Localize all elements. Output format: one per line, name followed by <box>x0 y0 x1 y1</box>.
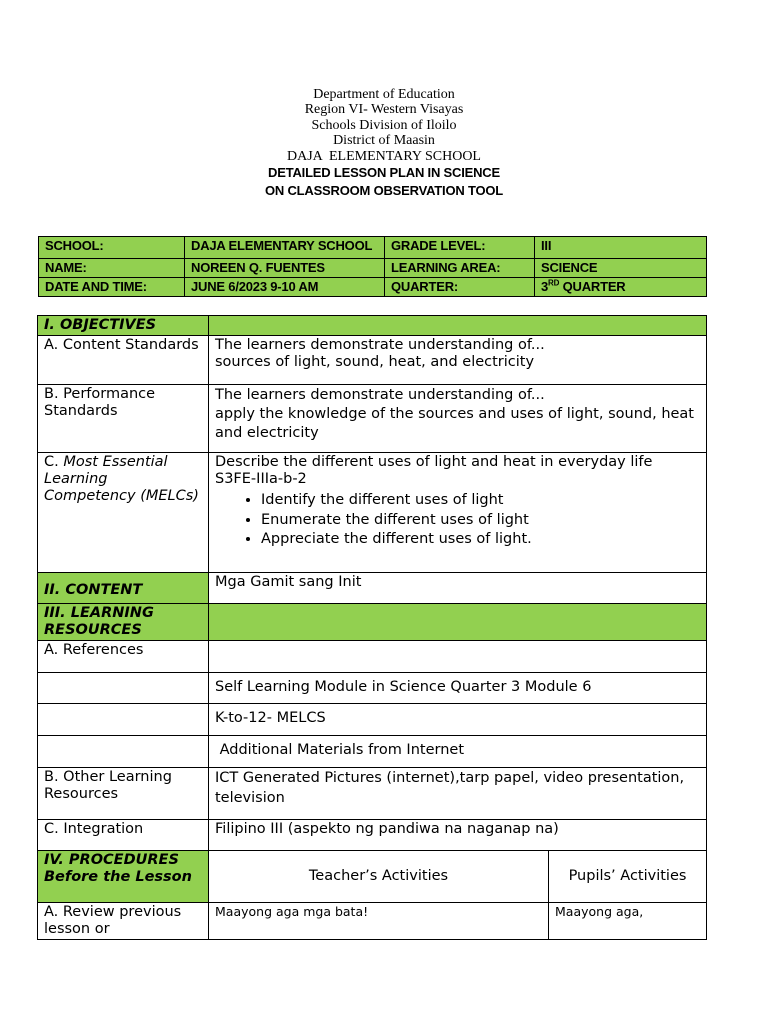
name-value: NOREEN Q. FUENTES <box>185 259 385 278</box>
integration-value: Filipino III (aspekto ng pandiwa na naganap na) <box>209 820 707 851</box>
reference-2: K-to-12- MELCS <box>209 704 707 736</box>
content-standards-line: sources of light, sound, heat, and electricity <box>215 354 535 370</box>
content-heading: II. CONTENT <box>38 573 209 604</box>
list-item: • Enumerate the different uses of light <box>261 512 700 532</box>
learning-resources-heading: III. LEARNING RESOURCES <box>38 604 209 641</box>
document-header <box>0 87 768 199</box>
learning-area-value: SCIENCE <box>535 259 707 278</box>
performance-standards-value <box>209 385 707 453</box>
pupil-activities-header: Pupils’ Activities <box>549 851 707 903</box>
teacher-activities-header: Teacher’s Activities <box>209 851 549 903</box>
school-label: SCHOOL: <box>39 237 185 259</box>
melc-prefix: C. <box>44 454 64 470</box>
performance-standards-line: The learners demonstrate understanding of... <box>215 387 545 403</box>
school-name-line: DAJA ELEMENTARY SCHOOL <box>287 148 481 164</box>
info-table <box>38 236 707 297</box>
procedures-heading: IV. PROCEDURES Before the Lesson <box>38 851 209 903</box>
reference-1: Self Learning Module in Science Quarter 3 Module 6 <box>209 673 707 704</box>
name-label: NAME: <box>39 259 185 278</box>
reference-3: Additional Materials from Internet <box>209 736 707 768</box>
quarter-value <box>535 278 707 297</box>
references-label: A. References <box>38 641 209 673</box>
pupil-activity-line: Maayong aga, <box>549 903 707 940</box>
learning-resources-heading-fill <box>209 604 707 641</box>
header-line: Region VI- Western Visayas <box>304 102 464 118</box>
school-value: DAJA ELEMENTARY SCHOOL <box>185 237 385 259</box>
other-resources-value: ICT Generated Pictures (internet),tarp papel, video presentation, television <box>209 768 707 820</box>
list-item: • Identify the different uses of light <box>261 492 700 512</box>
list-item: • Appreciate the different uses of light. <box>261 531 700 551</box>
melc-code: S3FE-IIIa-b-2 <box>215 471 307 487</box>
content-standards-label: A. Content Standards <box>38 336 209 385</box>
melc-label-cell <box>38 453 209 573</box>
performance-standards-label: B. Performance Standards <box>38 385 209 453</box>
date-time-label: DATE AND TIME: <box>39 278 185 297</box>
integration-label: C. Integration <box>38 820 209 851</box>
quarter-number: 3 <box>541 279 549 294</box>
grade-level-value: III <box>535 237 707 259</box>
content-standards-value <box>209 336 707 385</box>
grade-level-label: GRADE LEVEL: <box>385 237 535 259</box>
document-title: DETAILED LESSON PLAN IN SCIENCE <box>268 165 500 181</box>
reference-spacer <box>38 736 209 768</box>
reference-spacer <box>38 704 209 736</box>
references-blank <box>209 641 707 673</box>
performance-standards-line: apply the knowledge of the sources and uses of light, sound, heat and electricity <box>215 406 694 441</box>
header-line: Department of Education <box>313 87 455 102</box>
content-value: Mga Gamit sang Init <box>209 573 707 604</box>
date-time-value: JUNE 6/2023 9-10 AM <box>185 278 385 297</box>
reference-spacer <box>38 673 209 704</box>
quarter-label: QUARTER: <box>385 278 535 297</box>
header-line: District of Maasin <box>333 133 435 149</box>
content-standards-line: The learners demonstrate understanding of... <box>215 337 545 353</box>
objectives-heading-fill <box>209 316 707 336</box>
teacher-activity-line: Maayong aga mga bata! <box>209 903 549 940</box>
header-line: Schools Division of Iloilo <box>311 117 457 133</box>
quarter-word: QUARTER <box>559 279 626 294</box>
objectives-heading: I. OBJECTIVES <box>38 316 209 336</box>
review-label: A. Review previous lesson or <box>38 903 209 940</box>
melc-bullet-list <box>215 492 700 551</box>
document-subtitle: ON CLASSROOM OBSERVATION TOOL <box>264 182 504 198</box>
melc-label: Most Essential Learning Competency (MELCs) <box>44 454 199 504</box>
melc-description: Describe the different uses of light and heat in everyday life <box>215 454 653 470</box>
other-resources-label: B. Other Learning Resources <box>38 768 209 820</box>
quarter-ordinal: RD <box>548 278 560 288</box>
learning-area-label: LEARNING AREA: <box>385 259 535 278</box>
lesson-plan-table <box>37 315 707 940</box>
melc-value <box>209 453 707 573</box>
